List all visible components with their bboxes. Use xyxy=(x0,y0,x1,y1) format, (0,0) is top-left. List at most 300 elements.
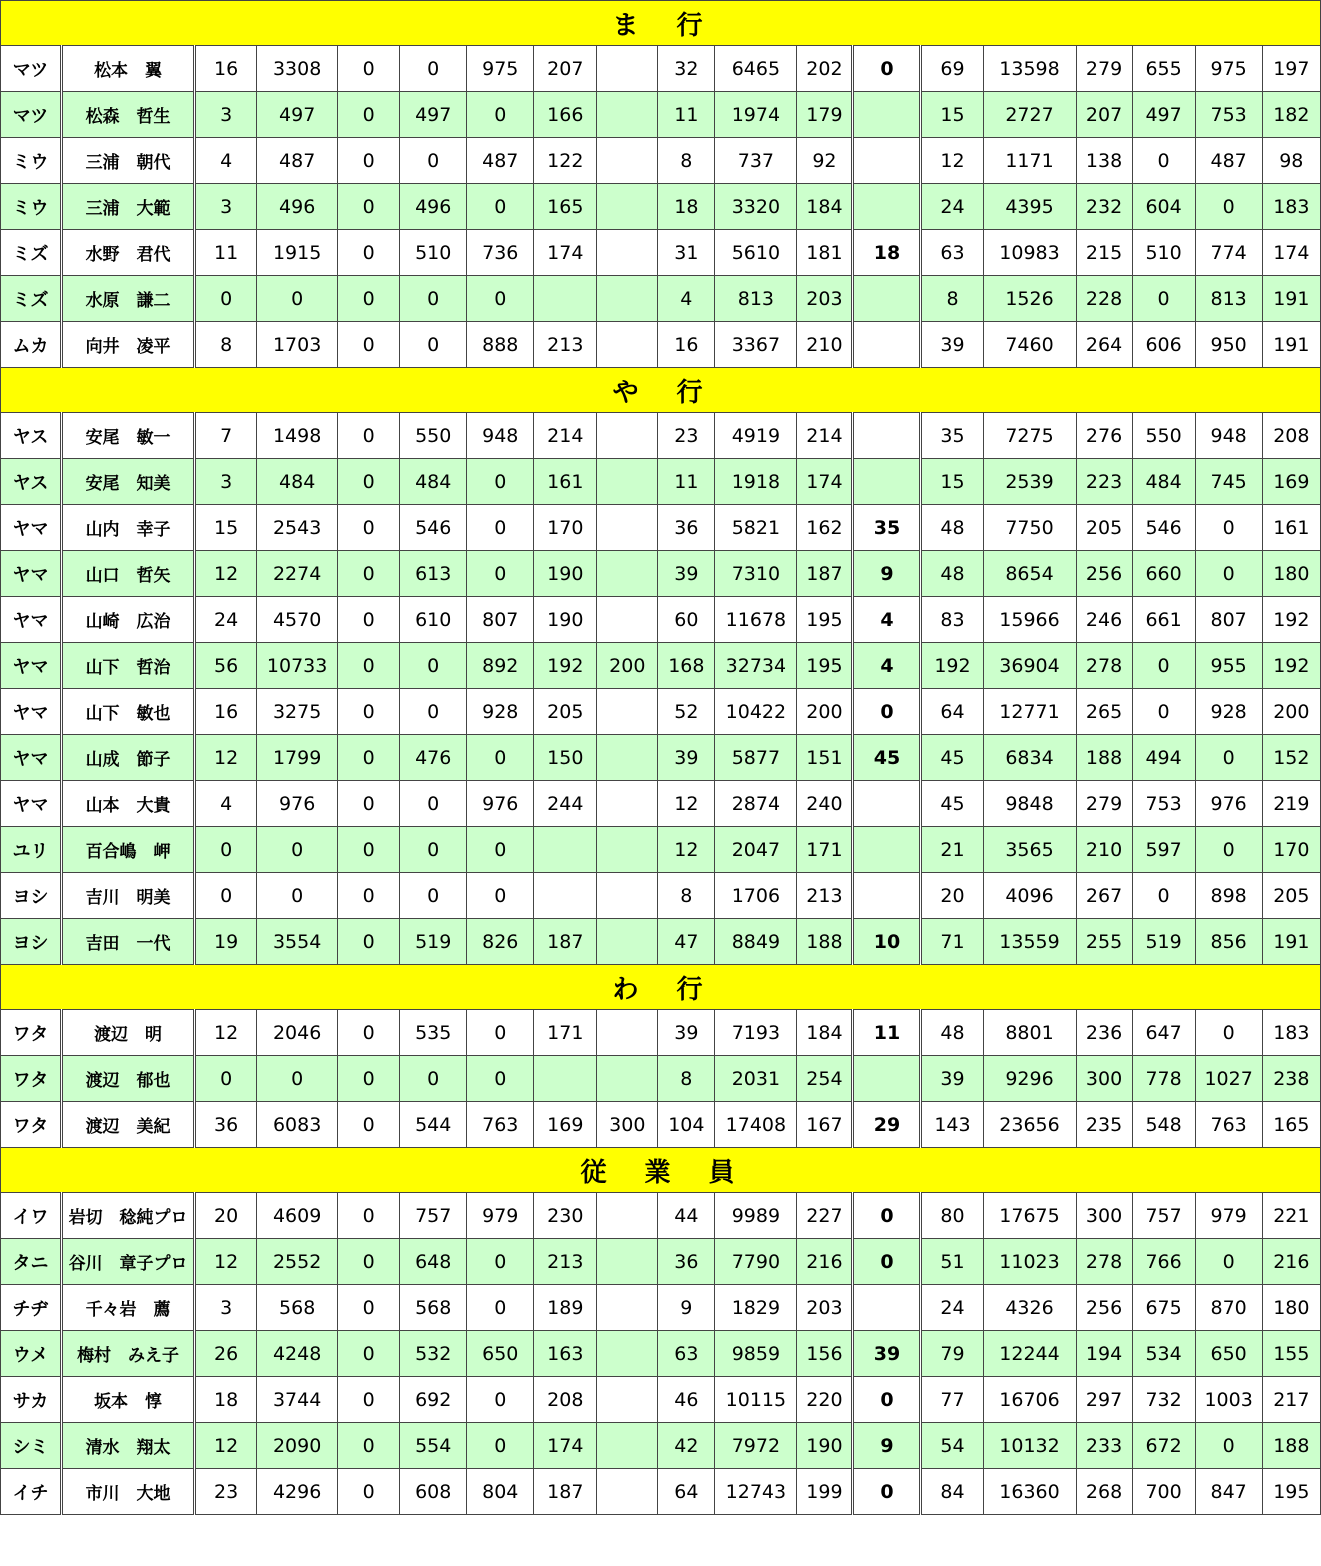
value-cell: 757 xyxy=(1132,1193,1195,1239)
value-cell: 510 xyxy=(400,230,467,276)
value-cell: 16 xyxy=(658,322,715,368)
value-cell: 151 xyxy=(797,735,853,781)
value-cell: 548 xyxy=(1132,1102,1195,1148)
value-cell: 813 xyxy=(715,276,797,322)
value-cell: 979 xyxy=(467,1193,534,1239)
value-cell: 46 xyxy=(658,1377,715,1423)
value-cell: 79 xyxy=(921,1331,983,1377)
value-cell: 15966 xyxy=(983,597,1076,643)
value-cell: 190 xyxy=(534,597,597,643)
value-cell: 300 xyxy=(1076,1056,1132,1102)
value-cell: 0 xyxy=(338,1010,400,1056)
value-cell xyxy=(597,1239,658,1285)
value-cell: 568 xyxy=(400,1285,467,1331)
value-cell: 23 xyxy=(195,1469,257,1515)
value-cell: 6465 xyxy=(715,46,797,92)
kana-cell: ムカ xyxy=(1,322,62,368)
value-cell: 0 xyxy=(338,1285,400,1331)
value-cell: 610 xyxy=(400,597,467,643)
value-cell: 200 xyxy=(797,689,853,735)
kana-cell: ヤマ xyxy=(1,735,62,781)
value-cell: 71 xyxy=(921,919,983,965)
value-cell: 613 xyxy=(400,551,467,597)
value-cell: 597 xyxy=(1132,827,1195,873)
value-cell xyxy=(597,873,658,919)
value-cell: 246 xyxy=(1076,597,1132,643)
value-cell: 189 xyxy=(534,1285,597,1331)
value-cell: 191 xyxy=(1262,322,1320,368)
value-cell: 52 xyxy=(658,689,715,735)
player-name-cell: 山崎 広治 xyxy=(62,597,195,643)
value-cell: 12 xyxy=(658,781,715,827)
value-cell xyxy=(597,597,658,643)
table-row xyxy=(1,1010,1321,1056)
kana-cell: ヨシ xyxy=(1,873,62,919)
value-cell: 2874 xyxy=(715,781,797,827)
value-cell: 535 xyxy=(400,1010,467,1056)
value-cell: 4919 xyxy=(715,413,797,459)
value-cell: 0 xyxy=(467,1423,534,1469)
value-cell: 0 xyxy=(1195,505,1262,551)
value-cell: 5821 xyxy=(715,505,797,551)
player-name-cell: 渡辺 美紀 xyxy=(62,1102,195,1148)
value-cell: 297 xyxy=(1076,1377,1132,1423)
value-cell: 188 xyxy=(1076,735,1132,781)
table-row xyxy=(1,1377,1321,1423)
value-cell: 184 xyxy=(797,1010,853,1056)
value-cell xyxy=(597,1331,658,1377)
value-cell: 20 xyxy=(921,873,983,919)
value-cell: 0 xyxy=(467,735,534,781)
value-cell: 0 xyxy=(338,781,400,827)
value-cell: 544 xyxy=(400,1102,467,1148)
value-cell: 7972 xyxy=(715,1423,797,1469)
value-cell xyxy=(597,735,658,781)
value-cell: 26 xyxy=(195,1331,257,1377)
value-cell xyxy=(597,1056,658,1102)
value-cell xyxy=(853,1056,921,1102)
value-cell: 898 xyxy=(1195,873,1262,919)
table-row xyxy=(1,184,1321,230)
value-cell: 0 xyxy=(338,873,400,919)
value-cell: 0 xyxy=(467,184,534,230)
value-cell: 32734 xyxy=(715,643,797,689)
value-cell: 47 xyxy=(658,919,715,965)
value-cell: 608 xyxy=(400,1469,467,1515)
value-cell: 238 xyxy=(1262,1056,1320,1102)
table-row xyxy=(1,1239,1321,1285)
value-cell: 35 xyxy=(853,505,921,551)
value-cell: 3 xyxy=(195,184,257,230)
value-cell: 0 xyxy=(338,735,400,781)
value-cell: 0 xyxy=(1132,689,1195,735)
value-cell: 188 xyxy=(797,919,853,965)
value-cell: 496 xyxy=(400,184,467,230)
value-cell: 203 xyxy=(797,1285,853,1331)
value-cell: 265 xyxy=(1076,689,1132,735)
value-cell: 170 xyxy=(1262,827,1320,873)
value-cell: 647 xyxy=(1132,1010,1195,1056)
kana-cell: ヤマ xyxy=(1,689,62,735)
value-cell: 766 xyxy=(1132,1239,1195,1285)
value-cell: 31 xyxy=(658,230,715,276)
value-cell: 737 xyxy=(715,138,797,184)
value-cell: 0 xyxy=(338,1423,400,1469)
value-cell: 4395 xyxy=(983,184,1076,230)
value-cell: 200 xyxy=(597,643,658,689)
value-cell: 9296 xyxy=(983,1056,1076,1102)
value-cell: 1526 xyxy=(983,276,1076,322)
value-cell: 856 xyxy=(1195,919,1262,965)
value-cell: 0 xyxy=(1195,735,1262,781)
value-cell: 753 xyxy=(1195,92,1262,138)
value-cell: 3565 xyxy=(983,827,1076,873)
value-cell: 5610 xyxy=(715,230,797,276)
value-cell: 45 xyxy=(921,735,983,781)
value-cell: 300 xyxy=(1076,1193,1132,1239)
value-cell: 0 xyxy=(1195,1423,1262,1469)
value-cell xyxy=(597,184,658,230)
value-cell: 279 xyxy=(1076,781,1132,827)
table-row xyxy=(1,230,1321,276)
table-row xyxy=(1,781,1321,827)
value-cell: 950 xyxy=(1195,322,1262,368)
value-cell: 0 xyxy=(467,459,534,505)
value-cell: 32 xyxy=(658,46,715,92)
value-cell: 1829 xyxy=(715,1285,797,1331)
value-cell: 0 xyxy=(338,827,400,873)
value-cell: 2046 xyxy=(257,1010,338,1056)
value-cell xyxy=(597,459,658,505)
value-cell: 16706 xyxy=(983,1377,1076,1423)
value-cell: 955 xyxy=(1195,643,1262,689)
value-cell: 11 xyxy=(195,230,257,276)
value-cell: 10132 xyxy=(983,1423,1076,1469)
table-row xyxy=(1,1193,1321,1239)
section-title: わ 行 xyxy=(1,965,1321,1010)
value-cell: 7750 xyxy=(983,505,1076,551)
kana-cell: タニ xyxy=(1,1239,62,1285)
value-cell: 11 xyxy=(658,459,715,505)
value-cell xyxy=(597,92,658,138)
value-cell: 3275 xyxy=(257,689,338,735)
player-name-cell: 松本 翼 xyxy=(62,46,195,92)
value-cell: 12 xyxy=(195,1010,257,1056)
value-cell: 165 xyxy=(534,184,597,230)
value-cell xyxy=(534,276,597,322)
player-name-cell: 安尾 知美 xyxy=(62,459,195,505)
value-cell: 232 xyxy=(1076,184,1132,230)
value-cell: 56 xyxy=(195,643,257,689)
value-cell: 0 xyxy=(338,1469,400,1515)
value-cell: 0 xyxy=(467,1377,534,1423)
value-cell: 0 xyxy=(338,689,400,735)
table-row xyxy=(1,1102,1321,1148)
value-cell: 84 xyxy=(921,1469,983,1515)
value-cell: 6083 xyxy=(257,1102,338,1148)
value-cell: 976 xyxy=(1195,781,1262,827)
value-cell: 12743 xyxy=(715,1469,797,1515)
value-cell: 546 xyxy=(400,505,467,551)
kana-cell: ミズ xyxy=(1,230,62,276)
value-cell: 778 xyxy=(1132,1056,1195,1102)
value-cell: 18 xyxy=(853,230,921,276)
value-cell: 2727 xyxy=(983,92,1076,138)
value-cell: 0 xyxy=(338,505,400,551)
value-cell: 13559 xyxy=(983,919,1076,965)
value-cell: 0 xyxy=(853,1377,921,1423)
player-name-cell: 渡辺 郁也 xyxy=(62,1056,195,1102)
value-cell: 0 xyxy=(338,919,400,965)
value-cell: 534 xyxy=(1132,1331,1195,1377)
value-cell: 10733 xyxy=(257,643,338,689)
value-cell: 0 xyxy=(195,1056,257,1102)
value-cell: 236 xyxy=(1076,1010,1132,1056)
table-row xyxy=(1,597,1321,643)
value-cell: 36904 xyxy=(983,643,1076,689)
value-cell: 18 xyxy=(195,1377,257,1423)
value-cell: 17408 xyxy=(715,1102,797,1148)
value-cell: 0 xyxy=(1195,827,1262,873)
value-cell: 2552 xyxy=(257,1239,338,1285)
value-cell: 179 xyxy=(797,92,853,138)
value-cell: 240 xyxy=(797,781,853,827)
value-cell: 170 xyxy=(534,505,597,551)
value-cell: 2090 xyxy=(257,1423,338,1469)
table-body xyxy=(1,1,1321,1515)
value-cell: 0 xyxy=(467,551,534,597)
value-cell xyxy=(853,276,921,322)
value-cell: 174 xyxy=(1262,230,1320,276)
value-cell: 187 xyxy=(797,551,853,597)
value-cell: 928 xyxy=(467,689,534,735)
value-cell: 0 xyxy=(853,46,921,92)
value-cell: 975 xyxy=(1195,46,1262,92)
value-cell: 155 xyxy=(1262,1331,1320,1377)
value-cell: 192 xyxy=(921,643,983,689)
table-row xyxy=(1,138,1321,184)
value-cell: 235 xyxy=(1076,1102,1132,1148)
value-cell: 1706 xyxy=(715,873,797,919)
value-cell xyxy=(597,827,658,873)
value-cell: 169 xyxy=(534,1102,597,1148)
value-cell: 0 xyxy=(400,827,467,873)
value-cell: 17675 xyxy=(983,1193,1076,1239)
value-cell: 187 xyxy=(534,1469,597,1515)
value-cell: 0 xyxy=(467,1056,534,1102)
value-cell: 497 xyxy=(257,92,338,138)
kana-cell: チヂ xyxy=(1,1285,62,1331)
value-cell: 188 xyxy=(1262,1423,1320,1469)
value-cell: 192 xyxy=(534,643,597,689)
value-cell: 12 xyxy=(658,827,715,873)
value-cell: 0 xyxy=(1195,184,1262,230)
value-cell: 195 xyxy=(797,597,853,643)
value-cell: 156 xyxy=(797,1331,853,1377)
value-cell: 0 xyxy=(1132,138,1195,184)
value-cell: 7790 xyxy=(715,1239,797,1285)
value-cell: 604 xyxy=(1132,184,1195,230)
value-cell: 0 xyxy=(338,551,400,597)
section-title: 従 業 員 xyxy=(1,1148,1321,1193)
value-cell: 202 xyxy=(797,46,853,92)
value-cell: 191 xyxy=(1262,276,1320,322)
value-cell: 0 xyxy=(338,322,400,368)
value-cell: 10422 xyxy=(715,689,797,735)
value-cell: 0 xyxy=(338,1377,400,1423)
value-cell: 0 xyxy=(853,1239,921,1285)
value-cell: 0 xyxy=(1132,276,1195,322)
value-cell: 200 xyxy=(1262,689,1320,735)
value-cell: 219 xyxy=(1262,781,1320,827)
value-cell: 12244 xyxy=(983,1331,1076,1377)
value-cell: 0 xyxy=(853,1469,921,1515)
value-cell: 484 xyxy=(1132,459,1195,505)
value-cell: 550 xyxy=(400,413,467,459)
value-cell: 736 xyxy=(467,230,534,276)
value-cell: 152 xyxy=(1262,735,1320,781)
value-cell: 182 xyxy=(1262,92,1320,138)
value-cell xyxy=(534,827,597,873)
value-cell: 150 xyxy=(534,735,597,781)
player-name-cell: 千々岩 薦 xyxy=(62,1285,195,1331)
value-cell: 546 xyxy=(1132,505,1195,551)
value-cell xyxy=(534,873,597,919)
player-name-cell: 三浦 朝代 xyxy=(62,138,195,184)
kana-cell: イチ xyxy=(1,1469,62,1515)
value-cell: 98 xyxy=(1262,138,1320,184)
value-cell: 4 xyxy=(853,643,921,689)
table-row xyxy=(1,413,1321,459)
value-cell: 8849 xyxy=(715,919,797,965)
value-cell: 2274 xyxy=(257,551,338,597)
player-name-cell: 山下 哲治 xyxy=(62,643,195,689)
table-row xyxy=(1,459,1321,505)
value-cell: 0 xyxy=(467,505,534,551)
value-cell: 4326 xyxy=(983,1285,1076,1331)
kana-cell: イワ xyxy=(1,1193,62,1239)
value-cell: 276 xyxy=(1076,413,1132,459)
player-name-cell: 清水 翔太 xyxy=(62,1423,195,1469)
value-cell: 11678 xyxy=(715,597,797,643)
section-header xyxy=(1,1148,1321,1193)
value-cell: 487 xyxy=(257,138,338,184)
value-cell: 36 xyxy=(195,1102,257,1148)
table-row xyxy=(1,827,1321,873)
table-row xyxy=(1,1469,1321,1515)
value-cell: 9848 xyxy=(983,781,1076,827)
value-cell: 161 xyxy=(1262,505,1320,551)
value-cell: 0 xyxy=(467,1239,534,1285)
value-cell: 4096 xyxy=(983,873,1076,919)
value-cell: 7275 xyxy=(983,413,1076,459)
value-cell xyxy=(597,781,658,827)
value-cell: 208 xyxy=(1262,413,1320,459)
kana-cell: ヤマ xyxy=(1,505,62,551)
player-name-cell: 安尾 敏一 xyxy=(62,413,195,459)
value-cell: 847 xyxy=(1195,1469,1262,1515)
table-row xyxy=(1,46,1321,92)
player-name-cell: 水野 君代 xyxy=(62,230,195,276)
value-cell: 10115 xyxy=(715,1377,797,1423)
value-cell: 648 xyxy=(400,1239,467,1285)
value-cell: 745 xyxy=(1195,459,1262,505)
kana-cell: ヤマ xyxy=(1,551,62,597)
value-cell xyxy=(597,1193,658,1239)
value-cell: 192 xyxy=(1262,597,1320,643)
value-cell: 48 xyxy=(921,505,983,551)
value-cell xyxy=(597,1285,658,1331)
value-cell: 3744 xyxy=(257,1377,338,1423)
value-cell: 0 xyxy=(467,276,534,322)
value-cell: 214 xyxy=(534,413,597,459)
value-cell: 44 xyxy=(658,1193,715,1239)
value-cell: 161 xyxy=(534,459,597,505)
value-cell: 497 xyxy=(400,92,467,138)
table-row xyxy=(1,322,1321,368)
value-cell: 12 xyxy=(195,551,257,597)
value-cell xyxy=(597,689,658,735)
value-cell: 278 xyxy=(1076,1239,1132,1285)
value-cell: 763 xyxy=(467,1102,534,1148)
value-cell: 205 xyxy=(1076,505,1132,551)
value-cell: 487 xyxy=(467,138,534,184)
value-cell: 3554 xyxy=(257,919,338,965)
value-cell: 0 xyxy=(400,322,467,368)
value-cell: 8801 xyxy=(983,1010,1076,1056)
player-name-cell: 三浦 大範 xyxy=(62,184,195,230)
value-cell: 1498 xyxy=(257,413,338,459)
value-cell: 661 xyxy=(1132,597,1195,643)
value-cell: 216 xyxy=(1262,1239,1320,1285)
value-cell xyxy=(534,1056,597,1102)
value-cell: 8 xyxy=(195,322,257,368)
value-cell: 568 xyxy=(257,1285,338,1331)
value-cell: 24 xyxy=(921,184,983,230)
value-cell: 207 xyxy=(534,46,597,92)
value-cell: 77 xyxy=(921,1377,983,1423)
value-cell: 48 xyxy=(921,1010,983,1056)
value-cell: 519 xyxy=(400,919,467,965)
player-name-cell: 山成 節子 xyxy=(62,735,195,781)
kana-cell: マツ xyxy=(1,46,62,92)
value-cell: 233 xyxy=(1076,1423,1132,1469)
player-name-cell: 岩切 稔純プロ xyxy=(62,1193,195,1239)
value-cell: 0 xyxy=(338,1331,400,1377)
value-cell: 169 xyxy=(1262,459,1320,505)
value-cell: 214 xyxy=(797,413,853,459)
value-cell: 0 xyxy=(338,1239,400,1285)
kana-cell: ヤス xyxy=(1,413,62,459)
value-cell: 892 xyxy=(467,643,534,689)
value-cell: 63 xyxy=(921,230,983,276)
value-cell: 2543 xyxy=(257,505,338,551)
value-cell: 244 xyxy=(534,781,597,827)
value-cell: 0 xyxy=(338,1102,400,1148)
value-cell: 3320 xyxy=(715,184,797,230)
value-cell: 0 xyxy=(338,459,400,505)
value-cell: 199 xyxy=(797,1469,853,1515)
table-row xyxy=(1,1331,1321,1377)
value-cell: 0 xyxy=(195,827,257,873)
value-cell: 1918 xyxy=(715,459,797,505)
value-cell: 650 xyxy=(467,1331,534,1377)
value-cell: 64 xyxy=(921,689,983,735)
value-cell: 223 xyxy=(1076,459,1132,505)
value-cell: 12771 xyxy=(983,689,1076,735)
section-title: ま 行 xyxy=(1,1,1321,46)
value-cell: 210 xyxy=(1076,827,1132,873)
